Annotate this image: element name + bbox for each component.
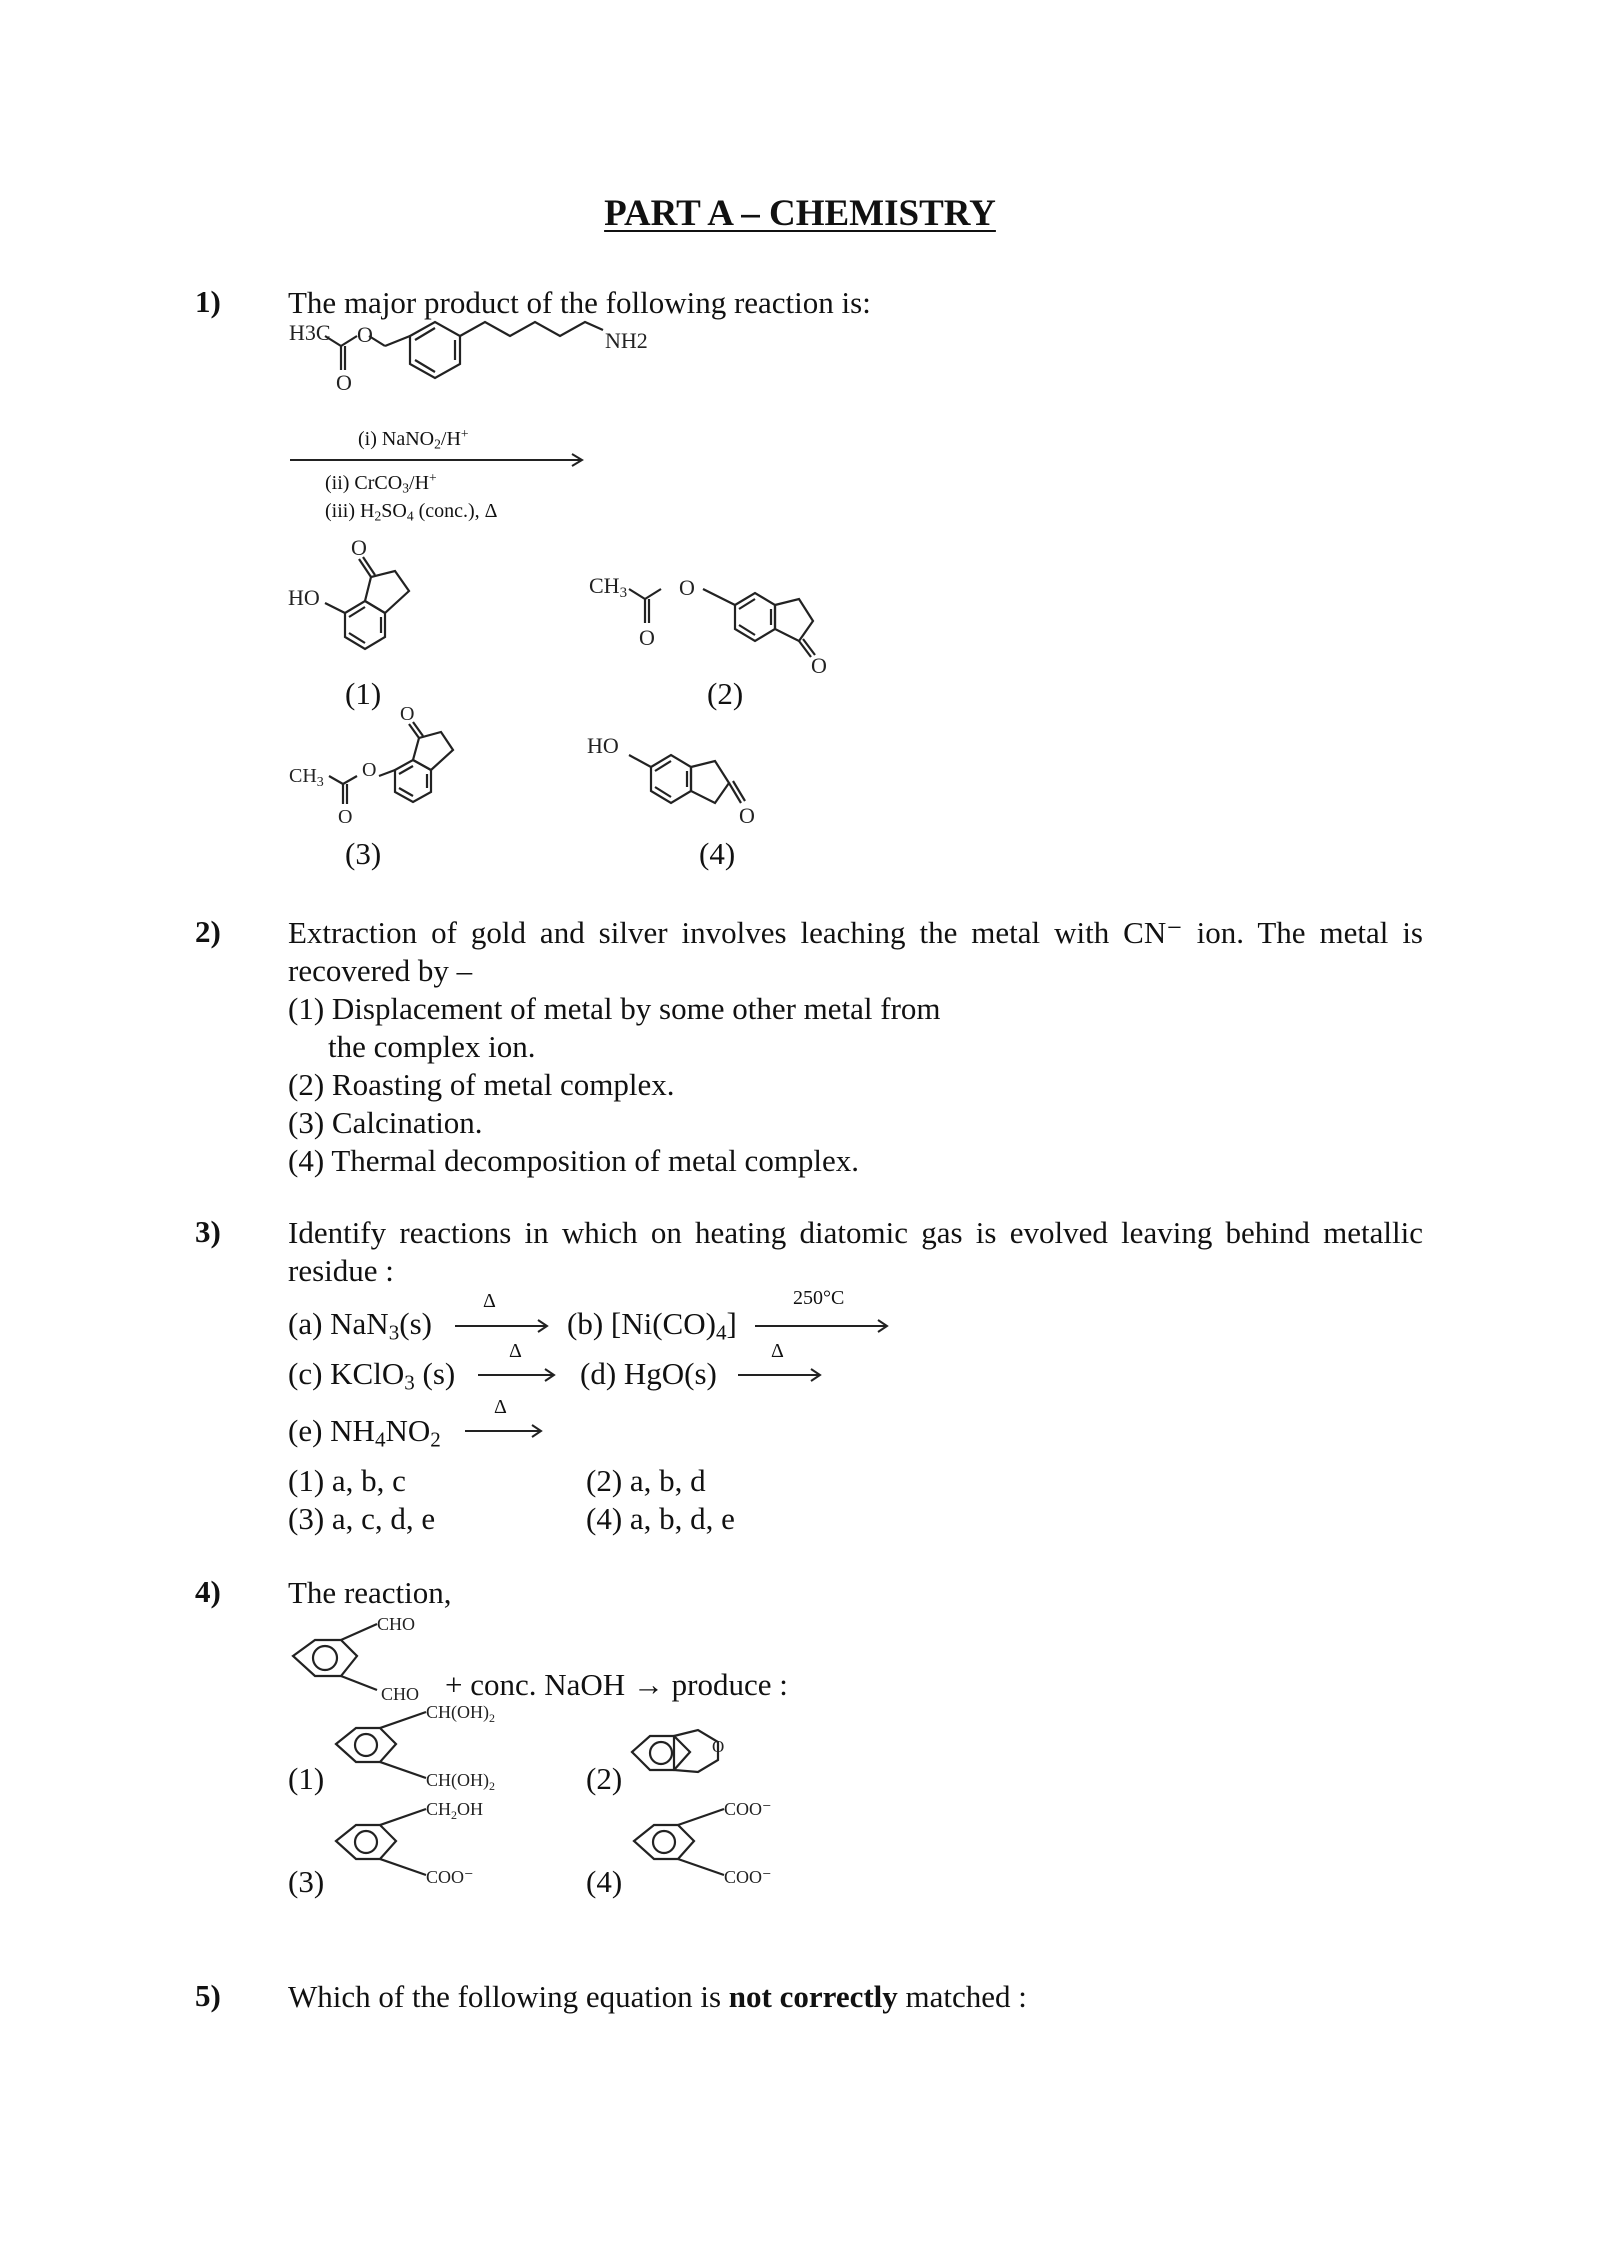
option-4-ho-label: HO: [587, 733, 619, 758]
reactant-ester-o-label: O: [357, 322, 373, 347]
option-2-ester-o-label: O: [679, 575, 695, 600]
option-4-group-top: COO⁻: [724, 1799, 772, 1819]
question-2-option-3[interactable]: (3) Calcination.: [288, 1105, 483, 1140]
question-1-number: 1): [195, 284, 221, 319]
question-1-option-1-structure: [285, 533, 505, 683]
option-1-o-label: O: [351, 535, 367, 560]
option-1-group-bottom: $CH(OH)_2$: [426, 1770, 495, 1793]
reaction-d-arrow: [738, 1363, 824, 1383]
question-1-option-4-label[interactable]: (4): [699, 836, 736, 871]
question-3-text-line-2: residue :: [288, 1253, 394, 1288]
question-1-option-4-structure: [585, 733, 825, 843]
reaction-b: (b) $[Ni(CO)_4]$: [567, 1306, 737, 1345]
question-1-option-3-label[interactable]: (3): [345, 836, 382, 871]
reaction-b-condition: 250°C: [793, 1287, 845, 1309]
question-5-text-bold: not correctly: [728, 1979, 898, 2014]
question-2-option-2[interactable]: (2) Roasting of metal complex.: [288, 1067, 675, 1102]
question-5-text-pre: Which of the following equation is: [288, 1979, 729, 2014]
question-4-option-3-label[interactable]: (3): [288, 1864, 325, 1899]
question-2-number: 2): [195, 914, 221, 949]
page-title: PART A – CHEMISTRY: [604, 193, 996, 234]
question-5-text-post: matched :: [897, 1979, 1027, 2014]
question-2-text-line-2: recovered by –: [288, 953, 473, 988]
option-3-ketone-o-label: O: [400, 703, 415, 725]
question-1-option-3-structure: [285, 703, 535, 828]
reaction-e-arrow: [465, 1419, 545, 1439]
reaction-a-condition: Δ: [483, 1290, 496, 1312]
reaction-a-arrow: [455, 1314, 551, 1334]
question-3-number: 3): [195, 1214, 221, 1249]
reactant-cho-top: CHO: [377, 1614, 416, 1634]
reactant-nh2-label: NH2: [605, 328, 648, 353]
reaction-arrow: [290, 452, 590, 468]
reaction-a: (a) NaN$_3$(s): [288, 1306, 432, 1345]
option-1-group-top: $CH(OH)_2$: [426, 1702, 495, 1725]
question-2-option-1[interactable]: (1) Displacement of metal by some other metal from: [288, 991, 941, 1026]
option-2-carbonyl-o-label: O: [639, 625, 655, 650]
question-4-option-1-structure: [330, 1698, 530, 1798]
option-3-group-top: $CH_2OH$: [426, 1799, 484, 1822]
question-3-option-3[interactable]: (3) a, c, d, e: [288, 1501, 436, 1536]
question-1-reactant-structure: [285, 318, 705, 408]
question-4-option-2-label[interactable]: (2): [586, 1761, 623, 1796]
option-3-carbonyl-o-label: O: [338, 806, 353, 828]
question-3-text-line-1: Identify reactions in which on heating diatomic gas is evolved leaving behind metallic: [288, 1215, 1423, 1250]
reaction-e: (e) $NH_4NO_2$: [288, 1413, 441, 1452]
reactant-carbonyl-o-label: O: [336, 370, 352, 395]
reactant-cho-bottom: CHO: [381, 1684, 420, 1704]
reaction-b-arrow: [755, 1314, 891, 1334]
question-4-number: 4): [195, 1574, 221, 1609]
question-1-option-1-label[interactable]: (1): [345, 676, 382, 711]
question-4-text: The reaction,: [288, 1575, 452, 1610]
option-2-ring-o: O: [712, 1737, 725, 1756]
question-5-number: 5): [195, 1978, 221, 2013]
question-4-reaction-text: + conc. NaOH → produce :: [445, 1667, 788, 1702]
question-1-option-2-structure: [585, 565, 915, 678]
question-2-text-line-1: Extraction of gold and silver involves leaching the metal with CN⁻ ion. The metal is: [288, 915, 1423, 950]
reaction-e-condition: Δ: [494, 1396, 507, 1418]
question-3-option-2[interactable]: (2) a, b, d: [586, 1463, 706, 1498]
option-2-ch3-label: CH3: [589, 573, 628, 601]
reagent-3: (iii) $H_2SO_4$ (conc.), Δ: [325, 500, 498, 524]
question-2-option-4[interactable]: (4) Thermal decomposition of metal complex.: [288, 1143, 860, 1178]
question-2-option-1-continued[interactable]: the complex ion.: [328, 1029, 536, 1064]
reaction-c-condition: Δ: [509, 1340, 522, 1362]
question-5-text: [288, 1978, 1027, 2016]
question-3-option-4[interactable]: (4) a, b, d, e: [586, 1501, 735, 1536]
question-1-option-2-label[interactable]: (2): [707, 676, 744, 711]
option-3-ester-o-label: O: [362, 759, 377, 781]
option-3-ch3-label: $CH_3$: [289, 765, 324, 790]
reaction-c-arrow: [478, 1363, 558, 1383]
question-4-option-2-structure: [628, 1712, 788, 1802]
option-2-ketone-o-label: O: [811, 653, 827, 678]
question-4-option-1-label[interactable]: (1): [288, 1761, 325, 1796]
option-4-group-bottom: COO⁻: [724, 1867, 772, 1887]
question-4-option-4-structure: [628, 1795, 828, 1895]
question-1-text: The major product of the following reaction is:: [288, 285, 871, 320]
reaction-c: (c) KClO$_3$ (s): [288, 1356, 456, 1395]
reaction-d-condition: Δ: [771, 1340, 784, 1362]
reagent-1: (i) NaNO$_2$/H+: [358, 426, 469, 452]
option-1-ho-label: HO: [288, 585, 320, 610]
question-4-option-3-structure: [330, 1795, 530, 1895]
reaction-d: (d) HgO(s): [580, 1356, 717, 1391]
option-3-group-bottom: COO⁻: [426, 1867, 474, 1887]
reagent-2: (ii) CrCO$_3$/H+: [325, 470, 437, 496]
reactant-h3c-label: H3C: [289, 320, 331, 345]
question-3-option-1[interactable]: (1) a, b, c: [288, 1463, 406, 1498]
question-4-option-4-label[interactable]: (4): [586, 1864, 623, 1899]
question-4-reactant-structure: [285, 1612, 445, 1702]
option-4-ketone-o-label: O: [739, 803, 755, 828]
